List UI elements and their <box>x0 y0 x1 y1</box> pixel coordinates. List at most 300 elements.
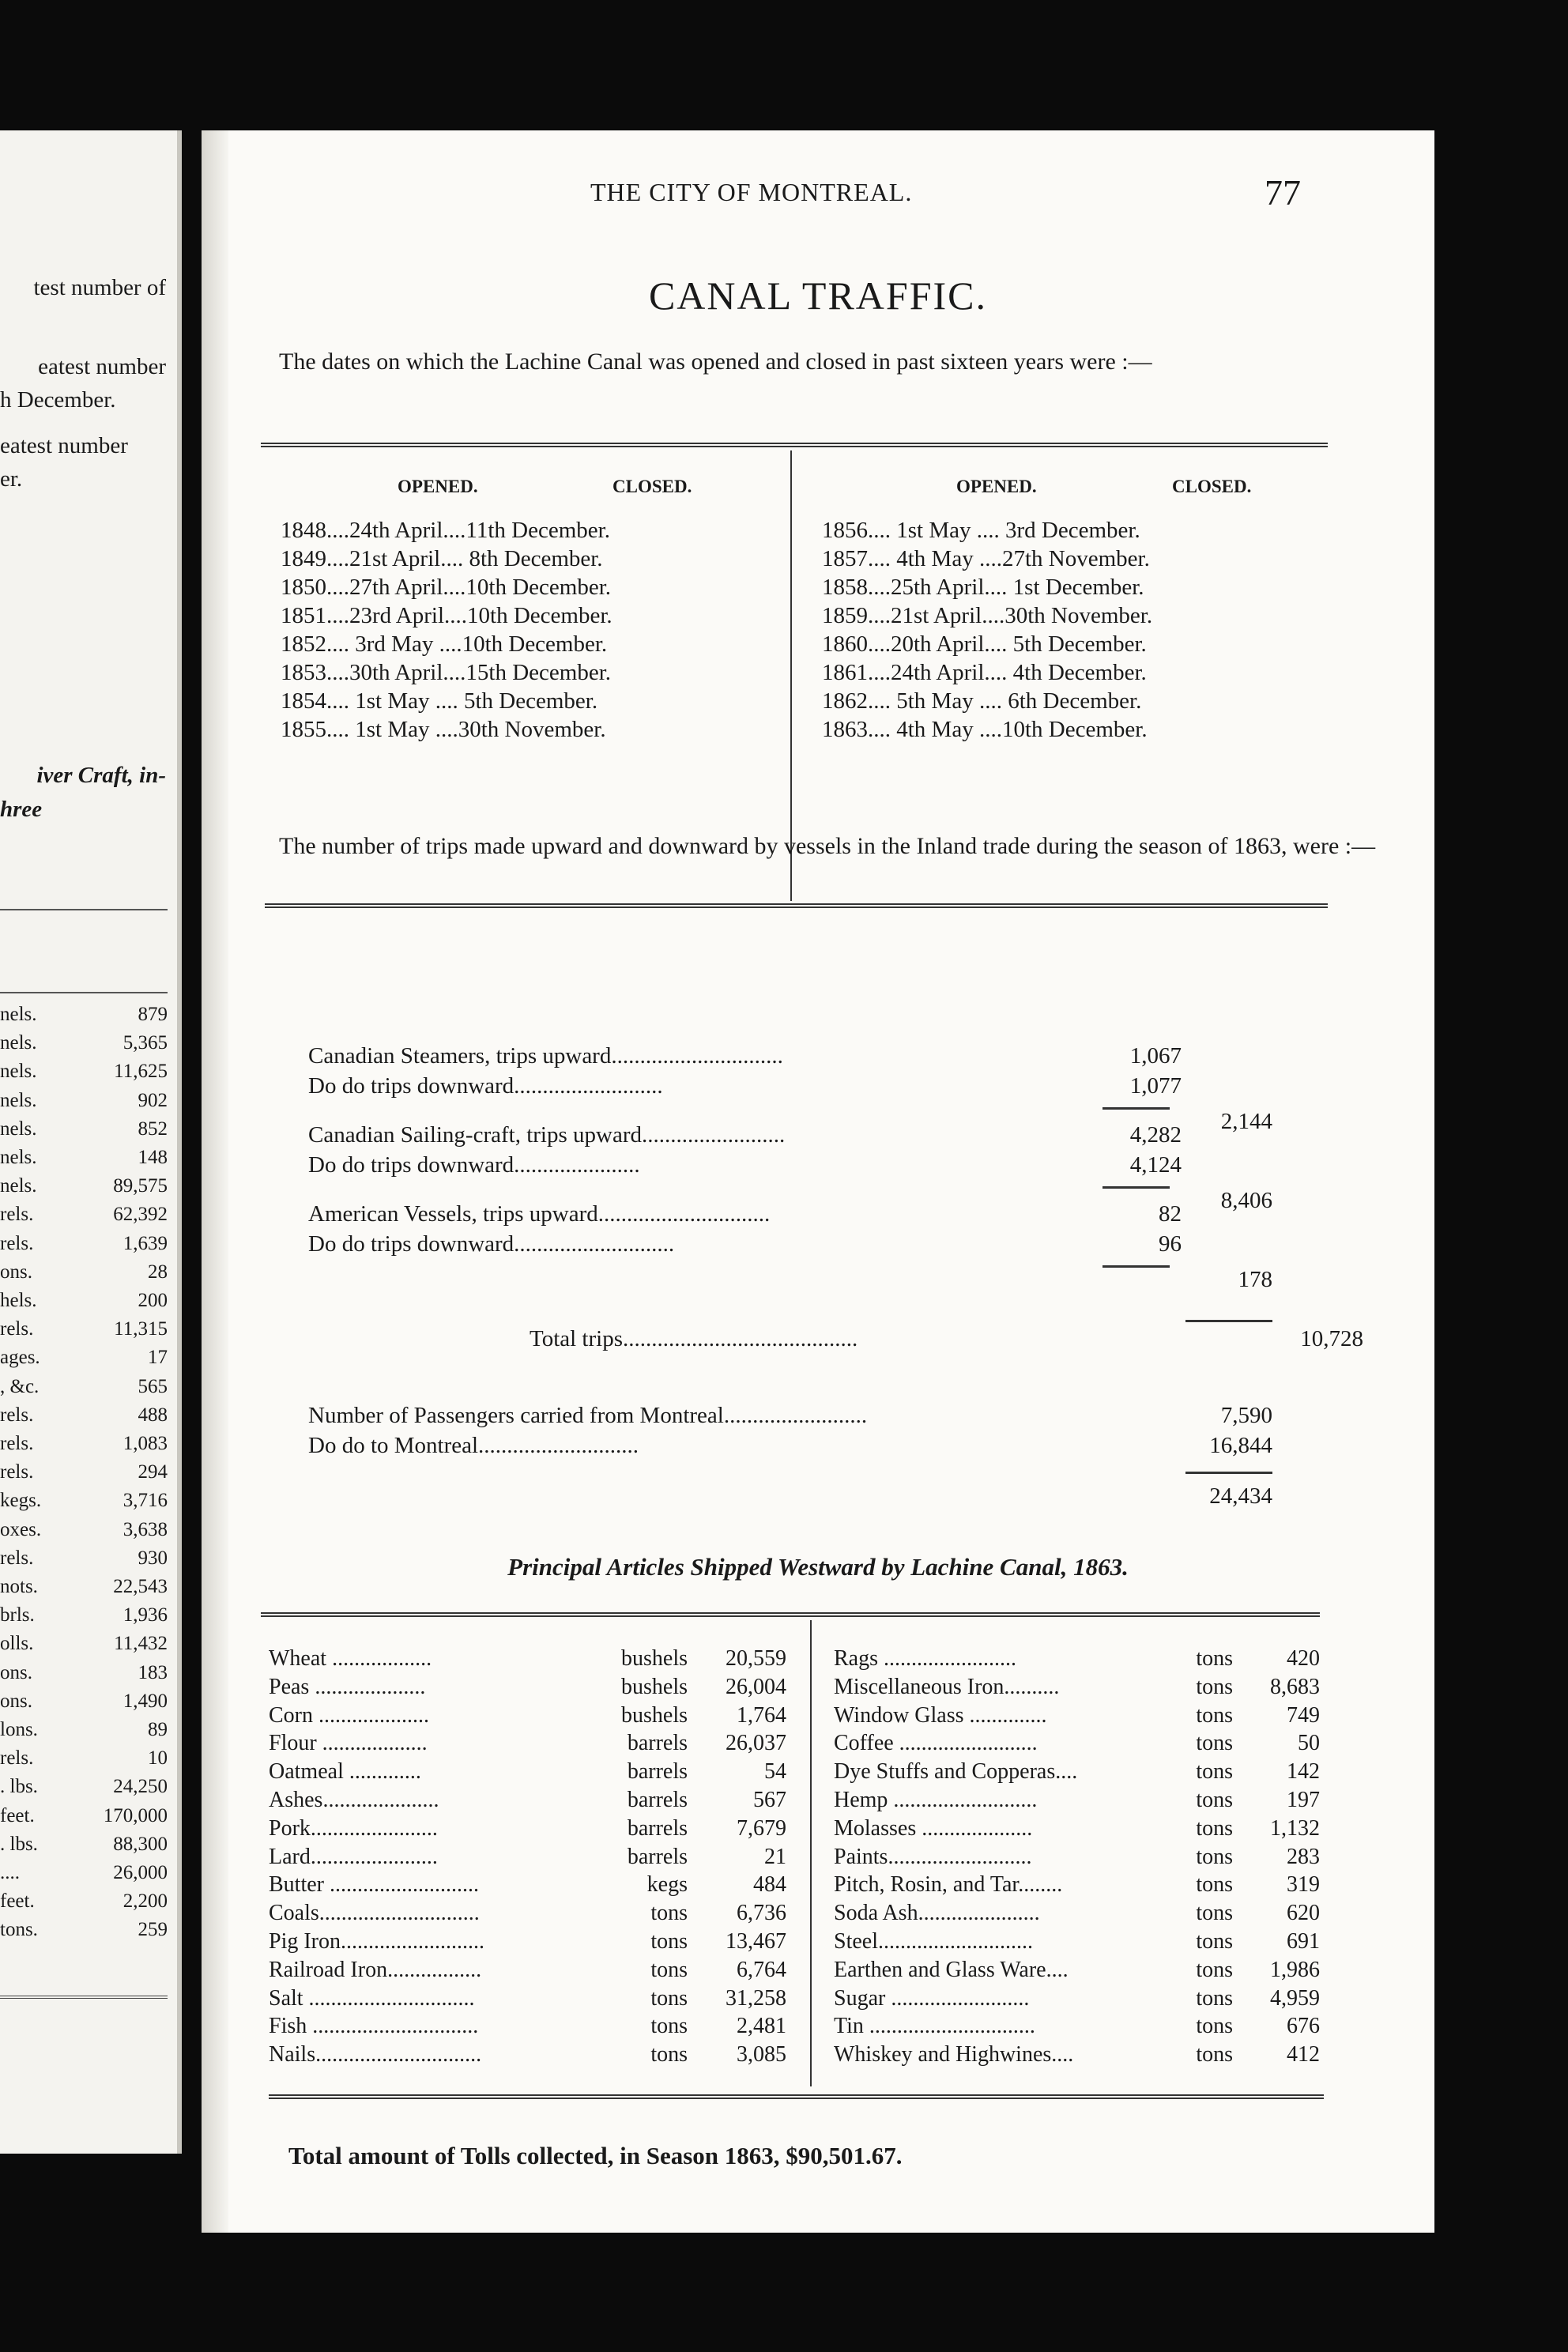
trip-value: 96 <box>1159 1231 1182 1257</box>
left-text-fragment: h December. <box>0 387 116 413</box>
article-row <box>834 1986 1320 2015</box>
article-name: Dye Stuffs and Copperas.... <box>834 1759 1078 1785</box>
left-row <box>0 1519 168 1546</box>
trip-row <box>308 1073 1363 1105</box>
article-row <box>269 2042 786 2071</box>
left-row-value: 2,200 <box>122 1890 168 1913</box>
article-value: 691 <box>1287 1929 1320 1954</box>
article-name: Butter ........................... <box>269 1872 479 1898</box>
article-value: 484 <box>753 1872 786 1898</box>
article-row <box>269 1646 786 1675</box>
article-name: Ashes..................... <box>269 1788 439 1812</box>
article-row <box>834 1929 1320 1958</box>
article-value: 50 <box>1298 1731 1320 1756</box>
left-row-value: 89 <box>148 1719 168 1740</box>
left-row-value: 259 <box>138 1919 168 1941</box>
left-row-unit: lons. <box>0 1719 38 1740</box>
article-name: Pig Iron.......................... <box>269 1929 484 1954</box>
left-row-unit: feet. <box>0 1804 35 1826</box>
article-row <box>834 1646 1320 1675</box>
left-row-unit: oxes. <box>0 1518 42 1540</box>
trip-value: 1,067 <box>1129 1043 1182 1069</box>
left-row <box>0 1805 168 1832</box>
left-row <box>0 1719 168 1746</box>
page-binding-shadow <box>202 130 228 2233</box>
left-row-unit: nels. <box>0 1089 37 1111</box>
passenger-row <box>308 1403 1272 1434</box>
left-row-unit: rels. <box>0 1204 34 1226</box>
article-unit: kegs <box>646 1872 688 1898</box>
article-unit: barrels <box>627 1759 688 1785</box>
article-unit: tons <box>1196 1929 1233 1954</box>
article-row <box>269 1845 786 1873</box>
article-name: Nails.............................. <box>269 2042 482 2067</box>
left-row-value: 170,000 <box>103 1804 168 1826</box>
left-row <box>0 1376 168 1403</box>
article-row <box>269 1986 786 2015</box>
article-unit: tons <box>1196 1646 1233 1671</box>
article-row <box>834 1816 1320 1845</box>
article-unit: tons <box>1196 2042 1233 2067</box>
article-unit: tons <box>650 1901 688 1926</box>
article-value: 6,764 <box>737 1957 786 1982</box>
article-unit: tons <box>1196 1957 1233 1982</box>
left-row-value: 62,392 <box>113 1204 168 1226</box>
article-value: 26,037 <box>726 1731 786 1756</box>
left-row-unit: rels. <box>0 1318 34 1340</box>
article-value: 54 <box>764 1759 786 1785</box>
article-value: 412 <box>1287 2042 1320 2067</box>
trip-subtotal-row <box>1185 1267 1272 1298</box>
left-row-value: 22,543 <box>113 1576 168 1597</box>
article-value: 2,481 <box>737 2014 786 2039</box>
article-row <box>834 1675 1320 1703</box>
left-row-value: 183 <box>138 1661 168 1683</box>
sum-rule <box>1102 1186 1170 1189</box>
trip-label: Do do trips downward.......................... <box>308 1073 663 1099</box>
left-row-unit: rels. <box>0 1433 34 1454</box>
date-row: 1854.... 1st May .... 5th December. <box>281 688 598 714</box>
closed-header: CLOSED. <box>1172 477 1252 496</box>
trip-label: American Vessels, trips upward.............................. <box>308 1201 771 1227</box>
left-row-unit: olls. <box>0 1633 34 1655</box>
article-value: 6,736 <box>737 1901 786 1926</box>
left-row-unit: , &c. <box>0 1375 40 1397</box>
passenger-label: Number of Passengers carried from Montreal......................... <box>308 1403 868 1428</box>
left-row-unit: tons. <box>0 1919 38 1941</box>
left-row-value: 902 <box>138 1089 168 1111</box>
article-unit: tons <box>1196 1844 1233 1869</box>
left-rule <box>0 1996 168 1999</box>
article-unit: tons <box>650 2042 688 2067</box>
left-row-value: 11,432 <box>114 1633 168 1655</box>
article-row <box>834 2014 1320 2042</box>
articles-divider <box>810 1620 812 2086</box>
article-value: 620 <box>1287 1901 1320 1926</box>
left-row <box>0 1461 168 1488</box>
article-row <box>834 1788 1320 1816</box>
article-name: Peas .................... <box>269 1674 426 1699</box>
closed-header: CLOSED. <box>612 477 692 496</box>
left-row-value: 24,250 <box>113 1776 168 1798</box>
left-row-value: 17 <box>148 1347 168 1369</box>
left-row-value: 565 <box>138 1375 168 1397</box>
article-row <box>269 1958 786 1986</box>
article-row <box>269 1703 786 1732</box>
left-row-value: 3,638 <box>122 1518 168 1540</box>
article-name: Corn .................... <box>269 1702 429 1728</box>
article-value: 197 <box>1287 1788 1320 1812</box>
running-head: THE CITY OF MONTREAL. <box>590 178 913 206</box>
article-unit: tons <box>1196 1759 1233 1785</box>
article-unit: tons <box>1196 1872 1233 1898</box>
article-row <box>269 1816 786 1845</box>
article-name: Sugar ......................... <box>834 1985 1030 2011</box>
left-row <box>0 1032 168 1059</box>
article-name: Railroad Iron................. <box>269 1957 482 1982</box>
article-value: 319 <box>1287 1872 1320 1898</box>
trips-paragraph: The number of trips made upward and downward by vessels in the Inland trade during the season of 1863, were :— <box>279 833 1376 859</box>
article-row <box>269 1731 786 1759</box>
trip-value: 82 <box>1159 1201 1182 1227</box>
article-value: 3,085 <box>737 2042 786 2067</box>
article-name: Paints.......................... <box>834 1844 1032 1869</box>
date-row: 1862.... 5th May .... 6th December. <box>822 688 1142 714</box>
article-name: Salt .............................. <box>269 1985 475 2011</box>
left-row-unit: feet. <box>0 1890 35 1913</box>
left-row <box>0 1004 168 1031</box>
article-unit: barrels <box>627 1731 688 1756</box>
trip-value: 1,077 <box>1129 1073 1182 1099</box>
left-row-value: 1,490 <box>122 1690 168 1712</box>
passengers-total-row <box>1185 1483 1272 1515</box>
left-row <box>0 1404 168 1431</box>
left-row <box>0 1118 168 1145</box>
article-row <box>269 1901 786 1929</box>
left-row-value: 148 <box>138 1147 168 1168</box>
date-row: 1850....27th April....10th December. <box>281 575 612 600</box>
article-row <box>834 1901 1320 1929</box>
table-rule-top <box>261 443 1328 447</box>
article-value: 4,959 <box>1270 1985 1320 2011</box>
trip-row <box>308 1122 1363 1154</box>
article-name: Molasses .................... <box>834 1815 1033 1841</box>
left-row-unit: nels. <box>0 1004 37 1025</box>
articles-rule-bottom <box>269 2094 1324 2099</box>
opened-header: OPENED. <box>398 477 478 496</box>
article-unit: tons <box>1196 1702 1233 1728</box>
trip-label: Do do trips downward............................ <box>308 1231 675 1257</box>
article-row <box>269 1759 786 1788</box>
left-row-value: 10 <box>148 1747 168 1770</box>
left-row-value: 1,936 <box>122 1604 168 1626</box>
article-row <box>269 1929 786 1958</box>
article-unit: tons <box>1196 2014 1233 2039</box>
article-unit: bushels <box>621 1646 688 1671</box>
left-row <box>0 1776 168 1803</box>
left-row <box>0 1147 168 1174</box>
left-row <box>0 1175 168 1202</box>
trip-value: 4,282 <box>1129 1122 1182 1148</box>
left-row <box>0 1204 168 1231</box>
article-unit: tons <box>1196 1731 1233 1756</box>
left-row-unit: rels. <box>0 1461 34 1483</box>
article-name: Whiskey and Highwines.... <box>834 2042 1074 2067</box>
left-row-value: 26,000 <box>113 1862 168 1883</box>
left-row-value: 1,639 <box>122 1232 168 1254</box>
article-row <box>834 1703 1320 1732</box>
left-row <box>0 1576 168 1603</box>
date-row: 1859....21st April....30th November. <box>822 603 1153 628</box>
article-name: Window Glass .............. <box>834 1702 1047 1728</box>
left-row-unit: nels. <box>0 1175 37 1197</box>
intro-paragraph: The dates on which the Lachine Canal was opened and closed in past sixteen years were :— <box>279 349 1152 375</box>
passenger-value: 7,590 <box>1220 1403 1272 1428</box>
article-name: Pork....................... <box>269 1815 438 1841</box>
left-row-value: 294 <box>138 1461 168 1483</box>
article-row <box>269 1675 786 1703</box>
left-row-unit: ons. <box>0 1690 32 1712</box>
left-text-fragment: hree <box>0 797 43 822</box>
trip-label: Canadian Steamers, trips upward.............................. <box>308 1043 783 1069</box>
page-number: 77 <box>1265 172 1301 213</box>
trip-row <box>308 1231 1363 1263</box>
articles-rule-top <box>261 1612 1320 1617</box>
article-row <box>834 1731 1320 1759</box>
article-value: 142 <box>1287 1759 1320 1785</box>
left-row-value: 930 <box>138 1547 168 1569</box>
article-value: 1,986 <box>1270 1957 1320 1982</box>
sum-rule <box>1185 1472 1272 1474</box>
article-unit: tons <box>650 1985 688 2011</box>
section-title: CANAL TRAFFIC. <box>648 273 988 318</box>
date-row: 1856.... 1st May .... 3rd December. <box>822 518 1140 543</box>
total-trips-value: 10,728 <box>1300 1326 1363 1351</box>
article-name: Steel............................ <box>834 1929 1033 1954</box>
article-unit: barrels <box>627 1844 688 1869</box>
left-row-value: 28 <box>148 1261 168 1283</box>
date-row: 1861....24th April.... 4th December. <box>822 660 1147 685</box>
article-value: 21 <box>764 1844 786 1869</box>
left-row-value: 11,315 <box>114 1318 168 1340</box>
left-row <box>0 1318 168 1345</box>
article-name: Miscellaneous Iron.......... <box>834 1674 1060 1699</box>
left-row-value: 89,575 <box>113 1175 168 1197</box>
page-edge <box>177 130 182 2154</box>
article-name: Oatmeal ............. <box>269 1759 421 1785</box>
article-value: 1,132 <box>1270 1815 1320 1841</box>
total-trips-label: Total trips......................................... <box>530 1326 858 1351</box>
article-name: Coals............................. <box>269 1901 480 1926</box>
total-trips-row <box>530 1326 1363 1358</box>
date-row: 1863.... 4th May ....10th December. <box>822 717 1148 742</box>
article-unit: tons <box>650 1957 688 1982</box>
article-name: Lard....................... <box>269 1844 438 1869</box>
left-row-unit: nels. <box>0 1118 37 1140</box>
left-row <box>0 1090 168 1117</box>
article-name: Flour ................... <box>269 1731 428 1756</box>
left-row <box>0 1547 168 1574</box>
trip-subtotal: 2,144 <box>1220 1109 1272 1134</box>
article-value: 20,559 <box>726 1646 786 1671</box>
passenger-value: 16,844 <box>1209 1433 1272 1458</box>
trip-label: Do do trips downward...................... <box>308 1152 640 1178</box>
left-row-unit: hels. <box>0 1290 37 1311</box>
article-row <box>834 1958 1320 1986</box>
date-row: 1858....25th April.... 1st December. <box>822 575 1144 600</box>
article-row <box>834 2042 1320 2071</box>
left-row <box>0 1233 168 1260</box>
article-unit: bushels <box>621 1702 688 1728</box>
trip-value: 4,124 <box>1129 1152 1182 1178</box>
article-unit: tons <box>1196 1788 1233 1812</box>
left-row-unit: . lbs. <box>0 1776 38 1798</box>
article-unit: tons <box>1196 1674 1233 1699</box>
article-name: Fish .............................. <box>269 2014 479 2039</box>
article-unit: bushels <box>621 1674 688 1699</box>
trip-row <box>308 1201 1363 1233</box>
left-row-unit: rels. <box>0 1747 34 1770</box>
article-name: Hemp .......................... <box>834 1788 1038 1812</box>
article-name: Pitch, Rosin, and Tar........ <box>834 1872 1063 1898</box>
left-row-unit: rels. <box>0 1547 34 1569</box>
left-row-unit: nels. <box>0 1032 37 1054</box>
article-name: Coffee ......................... <box>834 1731 1038 1756</box>
left-row-value: 200 <box>138 1290 168 1311</box>
article-row <box>834 1872 1320 1901</box>
left-row <box>0 1747 168 1774</box>
left-row-value: 488 <box>138 1404 168 1426</box>
date-row: 1848....24th April....11th December. <box>281 518 610 543</box>
left-row-unit: nots. <box>0 1576 38 1597</box>
left-text-fragment: eatest number <box>0 433 128 458</box>
date-row: 1860....20th April.... 5th December. <box>822 631 1147 657</box>
left-rule <box>0 992 168 993</box>
date-row: 1851....23rd April....10th December. <box>281 603 612 628</box>
passenger-label: Do do to Montreal............................ <box>308 1433 639 1458</box>
article-value: 676 <box>1287 2014 1320 2039</box>
left-row-unit: kegs. <box>0 1490 42 1512</box>
left-row <box>0 1261 168 1288</box>
article-name: Soda Ash...................... <box>834 1901 1040 1926</box>
article-unit: tons <box>1196 1985 1233 2011</box>
passenger-row <box>308 1433 1272 1464</box>
left-row-value: 11,625 <box>114 1061 168 1083</box>
article-name: Earthen and Glass Ware.... <box>834 1957 1069 1982</box>
trip-row <box>308 1043 1363 1075</box>
sum-rule <box>1102 1265 1170 1268</box>
left-row-unit: rels. <box>0 1404 34 1426</box>
left-row-unit: ons. <box>0 1661 32 1683</box>
sum-rule <box>1185 1320 1272 1322</box>
left-row <box>0 1490 168 1517</box>
left-row <box>0 1662 168 1689</box>
left-row-value: 5,365 <box>122 1032 168 1054</box>
left-text-fragment: eatest number <box>38 354 166 379</box>
left-text-fragment: test number of <box>33 275 166 300</box>
left-row <box>0 1290 168 1317</box>
article-value: 1,764 <box>737 1702 786 1728</box>
left-row-value: 879 <box>138 1004 168 1025</box>
passengers-total: 24,434 <box>1209 1483 1272 1509</box>
date-row: 1855.... 1st May ....30th November. <box>281 717 606 742</box>
table-rule-bottom <box>265 903 1328 908</box>
date-row: 1857.... 4th May ....27th November. <box>822 546 1150 571</box>
trip-row <box>308 1152 1363 1184</box>
article-unit: tons <box>650 2014 688 2039</box>
left-row-unit: ons. <box>0 1261 32 1283</box>
article-name: Tin .............................. <box>834 2014 1035 2039</box>
left-row-unit: nels. <box>0 1147 37 1168</box>
article-value: 567 <box>753 1788 786 1812</box>
article-row <box>269 2014 786 2042</box>
article-unit: barrels <box>627 1815 688 1841</box>
left-text-fragment: er. <box>0 466 23 492</box>
articles-caption: Principal Articles Shipped Westward by Lachine Canal, 1863. <box>507 1553 1129 1581</box>
left-row <box>0 1347 168 1374</box>
article-value: 8,683 <box>1270 1674 1320 1699</box>
left-row-value: 88,300 <box>113 1833 168 1855</box>
left-row <box>0 1690 168 1717</box>
trip-subtotal: 8,406 <box>1220 1188 1272 1213</box>
tolls-total: Total amount of Tolls collected, in Season 1863, $90,501.67. <box>288 2142 903 2169</box>
sum-rule <box>1102 1107 1170 1110</box>
left-row-value: 1,083 <box>122 1433 168 1454</box>
article-unit: tons <box>1196 1901 1233 1926</box>
left-row <box>0 1834 168 1860</box>
left-rule <box>0 909 168 910</box>
article-value: 26,004 <box>726 1674 786 1699</box>
left-row-unit: .... <box>0 1862 20 1883</box>
date-row: 1852.... 3rd May ....10th December. <box>281 631 608 657</box>
article-value: 31,258 <box>726 1985 786 2011</box>
article-row <box>269 1872 786 1901</box>
left-row-unit: rels. <box>0 1232 34 1254</box>
article-row <box>269 1788 786 1816</box>
article-row <box>834 1845 1320 1873</box>
left-text-fragment: iver Craft, in- <box>36 763 166 788</box>
left-row <box>0 1919 168 1946</box>
left-row-value: 3,716 <box>122 1490 168 1512</box>
article-row <box>834 1759 1320 1788</box>
left-row <box>0 1890 168 1917</box>
left-page-fragment <box>0 130 182 2154</box>
left-row-unit: nels. <box>0 1061 37 1083</box>
trip-label: Canadian Sailing-craft, trips upward......................... <box>308 1122 786 1148</box>
left-row <box>0 1862 168 1889</box>
left-row <box>0 1633 168 1660</box>
left-row-value: 852 <box>138 1118 168 1140</box>
book-page <box>202 130 1434 2233</box>
article-value: 7,679 <box>737 1815 786 1841</box>
opened-header: OPENED. <box>956 477 1037 496</box>
left-row <box>0 1433 168 1460</box>
date-row: 1849....21st April.... 8th December. <box>281 546 603 571</box>
trip-subtotal: 178 <box>1238 1267 1272 1292</box>
left-row <box>0 1061 168 1087</box>
left-row-unit: brls. <box>0 1604 35 1626</box>
article-value: 749 <box>1287 1702 1320 1728</box>
article-value: 283 <box>1287 1844 1320 1869</box>
article-unit: tons <box>1196 1815 1233 1841</box>
date-row: 1853....30th April....15th December. <box>281 660 612 685</box>
article-unit: barrels <box>627 1788 688 1812</box>
left-row <box>0 1604 168 1631</box>
article-name: Wheat .................. <box>269 1646 432 1671</box>
left-row-unit: ages. <box>0 1347 40 1369</box>
article-name: Rags ........................ <box>834 1646 1016 1671</box>
article-unit: tons <box>650 1929 688 1954</box>
